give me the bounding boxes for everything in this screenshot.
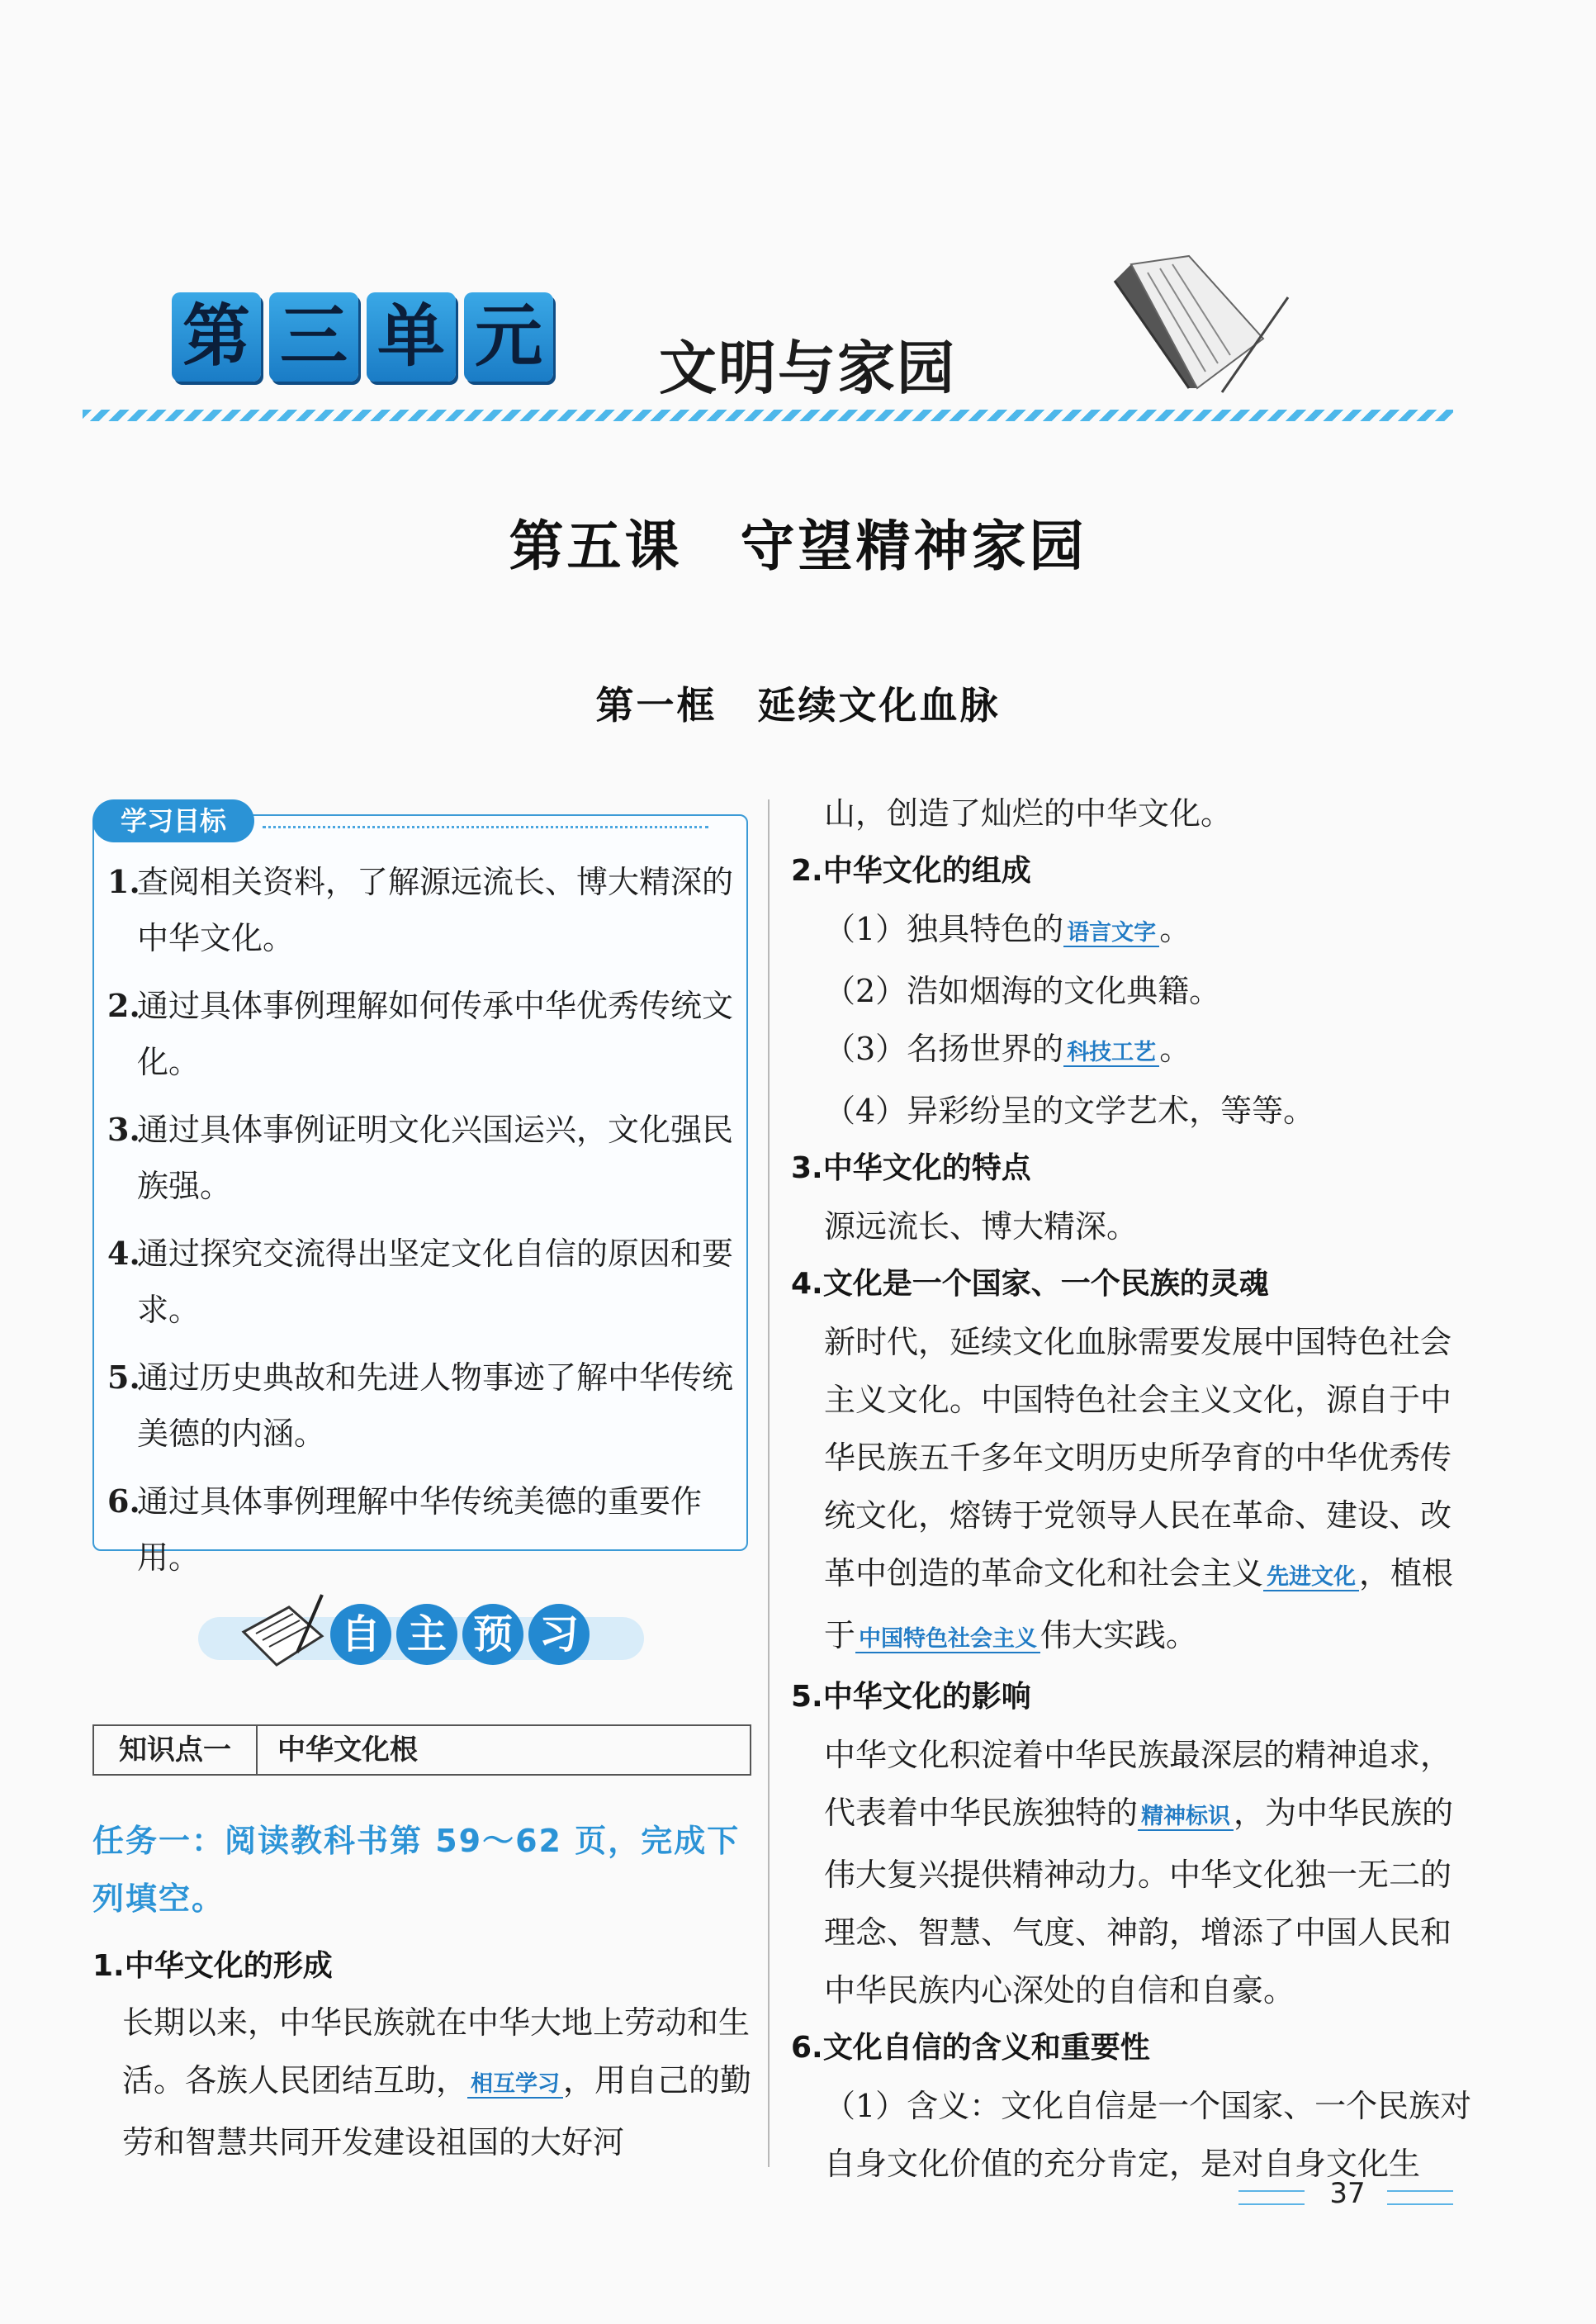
list-item: [791, 1020, 1476, 1082]
answer-fill: 精神标识: [1138, 1804, 1234, 1831]
objectives-tag: 学习目标: [92, 799, 254, 842]
paragraph-text: 伟大实践。: [1040, 1617, 1198, 1653]
header-divider: [83, 410, 1453, 421]
knowledge-point-header: [92, 1724, 751, 1776]
item-text: （3）名扬世界的: [824, 1031, 1064, 1067]
objective-text: 通过历史典故和先进人物事迹了解中华传统美德的内涵。: [137, 1359, 734, 1452]
objective-text: 查阅相关资料，了解源远流长、博大精深的中华文化。: [137, 864, 734, 956]
objective-item: [107, 1226, 735, 1338]
objective-item: [107, 1473, 735, 1586]
lesson-title: 第五课 守望精神家园: [509, 514, 1087, 578]
section-heading: 2.中华文化的组成: [791, 854, 1031, 888]
item-text: 。: [1159, 911, 1191, 947]
section-heading: 6.文化自信的含义和重要性: [791, 2031, 1150, 2065]
list-item: [791, 900, 1476, 962]
objective-number: 3.: [107, 1111, 140, 1148]
paragraph-text: 新时代，延续文化血脉需要发展中国特色社会主义文化。中国特色社会主义文化，源自于中华民族五千多年文明历史所孕育的中华优秀传统文化，熔铸于党领导人民在革命、建设、改革中创造的革命文化和社会主义: [824, 1324, 1452, 1591]
section-paragraph: [122, 1994, 758, 2171]
pen-notebook-icon: [239, 1591, 330, 1677]
unit-label-char: 第: [172, 292, 261, 382]
paragraph-text: 中华文化积淀着中华民族最深层的精神追求，代表着中华民族独特的: [824, 1737, 1452, 1831]
frame-title: 第一框 延续文化血脉: [595, 683, 1001, 728]
section-heading: 1.中华文化的形成: [92, 1949, 333, 1983]
objectives-arrow: [263, 826, 708, 828]
answer-fill: 中国特色社会主义: [855, 1626, 1040, 1653]
unit-label-char: 单: [367, 292, 456, 382]
preview-banner-char: 主: [396, 1604, 457, 1665]
objective-number: 6.: [107, 1482, 140, 1520]
paragraph-text: ，植根于: [824, 1555, 1454, 1653]
page-number-decor-left: [1238, 2190, 1305, 2205]
list-item: （4）异彩纷呈的文学艺术，等等。: [824, 1093, 1315, 1129]
objective-text: 通过具体事例理解如何传承中华优秀传统文化。: [137, 988, 734, 1080]
objectives-list: [107, 854, 735, 1597]
objective-item: [107, 854, 735, 966]
paragraph-text: ，为中华民族的伟大复兴提供精神动力。中华文化独一无二的理念、智慧、气度、神韵，增添了中国人民和中华民族内心深处的自信和自豪。: [824, 1795, 1454, 2009]
objective-item: [107, 1349, 735, 1462]
section-paragraph: [791, 1726, 1476, 2019]
objective-text: 通过探究交流得出坚定文化自信的原因和要求。: [137, 1236, 734, 1328]
objective-number: 4.: [107, 1235, 140, 1272]
right-column: [791, 785, 1476, 2193]
column-divider: [768, 799, 770, 2167]
unit-label-char: 三: [269, 292, 358, 382]
unit-label: [172, 292, 553, 382]
preview-banner-char: 自: [330, 1604, 391, 1665]
objective-text: 通过具体事例证明文化兴国运兴，文化强民族强。: [137, 1112, 734, 1204]
objective-text: 通过具体事例理解中华传统美德的重要作用。: [137, 1483, 703, 1576]
section-heading: 5.中华文化的影响: [791, 1680, 1031, 1714]
page-number-decor-right: [1387, 2190, 1453, 2205]
paragraph-text: ，用自己的勤劳和智慧共同开发建设祖国的大好河: [122, 2062, 752, 2160]
paragraph-text: 长期以来，中华民族就在中华大地上劳动和生活。各族人民团结互助，: [122, 2004, 751, 2099]
page-number: 37: [1329, 2177, 1366, 2210]
objective-number: 2.: [107, 987, 140, 1024]
paragraph-continuation: 山，创造了灿烂的中华文化。: [824, 795, 1233, 832]
section-heading: 3.中华文化的特点: [791, 1151, 1031, 1185]
unit-title: 文明与家园: [659, 334, 956, 402]
preview-banner-char: 预: [462, 1604, 523, 1665]
item-text: 。: [1159, 1031, 1191, 1067]
objective-number: 5.: [107, 1359, 140, 1396]
section-paragraph: [791, 1313, 1476, 1668]
preview-banner-char: 习: [528, 1604, 590, 1665]
answer-fill: 语言文字: [1063, 920, 1159, 947]
answer-fill: 相互学习: [467, 2071, 563, 2099]
section-heading: 4.文化是一个国家、一个民族的灵魂: [791, 1267, 1269, 1301]
answer-fill: 先进文化: [1263, 1564, 1359, 1591]
section-paragraph: （1）含义：文化自信是一个国家、一个民族对自身文化价值的充分肯定，是对自身文化生: [824, 2088, 1472, 2182]
objective-item: [107, 1102, 735, 1214]
open-book-icon: [1098, 248, 1296, 424]
answer-fill: 科技工艺: [1063, 1040, 1159, 1067]
objective-item: [107, 978, 735, 1090]
knowledge-point-title: 中华文化根: [277, 1734, 418, 1767]
objective-number: 1.: [107, 863, 140, 900]
list-item: （2）浩如烟海的文化典籍。: [824, 973, 1221, 1009]
task-instruction: 任务一：阅读教科书第 59～62 页，完成下列填空。: [92, 1823, 741, 1917]
preview-banner: [330, 1604, 590, 1665]
item-text: （1）独具特色的: [824, 911, 1064, 947]
knowledge-point-label: 知识点一: [94, 1726, 258, 1774]
section-paragraph: 源远流长、博大精深。: [824, 1208, 1139, 1245]
unit-label-char: 元: [464, 292, 553, 382]
